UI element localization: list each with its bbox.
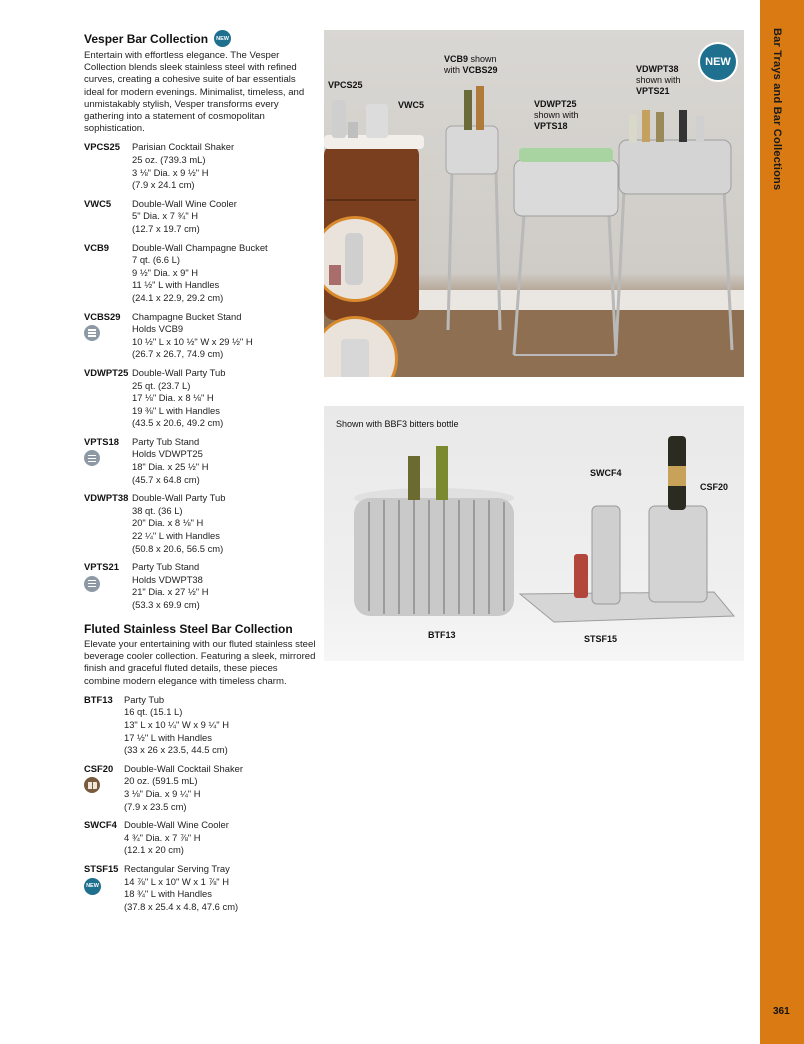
vesper-section bbox=[84, 30, 316, 618]
product-code: CSF20 bbox=[84, 762, 114, 774]
product-code: VPCS25 bbox=[84, 141, 120, 153]
product-item-stsf15 bbox=[84, 863, 316, 913]
product-name: Rectangular Serving Tray bbox=[124, 862, 230, 874]
label-vwc5: VWC5 bbox=[398, 100, 425, 110]
product-name: Double-Wall Party Tub bbox=[132, 492, 226, 504]
product-name: Party Tub Stand bbox=[132, 561, 200, 573]
product-item-vpts21 bbox=[84, 561, 316, 611]
product-spec: 13" L x 10 ¼" W x 9 ¼" H bbox=[124, 719, 229, 730]
product-code: STSF15 bbox=[84, 862, 119, 874]
product-spec: 16 qt. (15.1 L) bbox=[124, 706, 183, 718]
product-name: Double-Wall Party Tub bbox=[132, 366, 226, 378]
vesper-product-photo bbox=[324, 30, 744, 377]
product-spec: 17 ⅛" Dia. x 8 ⅛" H bbox=[132, 392, 214, 404]
product-name: Party Tub bbox=[124, 693, 165, 705]
vesper-scene bbox=[324, 30, 744, 377]
label-stsf15: STSF15 bbox=[584, 634, 618, 644]
side-tab-title: Bar Trays and Bar Collections bbox=[771, 28, 783, 191]
label-vcb9: VCB9 shown with VCBS29 bbox=[444, 54, 498, 75]
product-spec: 19 ⅜" L with Handles bbox=[132, 404, 220, 416]
label-swcf4: SWCF4 bbox=[590, 468, 622, 478]
product-spec: 11 ½" L with Handles bbox=[132, 279, 220, 291]
product-spec: 21" Dia. x 27 ½" H bbox=[132, 586, 209, 598]
product-item-swcf4 bbox=[84, 819, 316, 857]
product-spec: 4 ¾" Dia. x 7 ⅞" H bbox=[124, 831, 201, 843]
label-btf13: BTF13 bbox=[428, 630, 456, 640]
product-spec: 14 ⅞" L x 10" W x 1 ⅞" H bbox=[124, 875, 229, 887]
product-item-csf20 bbox=[84, 763, 316, 813]
product-spec: (43.5 x 20.6, 49.2 cm) bbox=[132, 417, 224, 429]
label-vdwpt38: VDWPT38 shown with VPTS21 bbox=[636, 64, 681, 96]
product-code: VCB9 bbox=[84, 241, 110, 253]
product-spec: 25 oz. (739.3 mL) bbox=[132, 154, 206, 166]
product-item-btf13 bbox=[84, 694, 316, 757]
product-spec: 20 oz. (591.5 mL) bbox=[124, 775, 198, 787]
product-spec: (12.1 x 20 cm) bbox=[124, 844, 184, 856]
product-code: VDWPT38 bbox=[84, 492, 129, 504]
product-spec: 18" Dia. x 25 ½" H bbox=[132, 461, 209, 473]
vesper-title: Vesper Bar Collection bbox=[84, 31, 209, 46]
list-icon bbox=[84, 576, 100, 592]
product-spec: (37.8 x 25.4 x 4.8, 47.6 cm) bbox=[124, 900, 239, 912]
new-badge: NEW bbox=[84, 878, 101, 895]
vesper-intro: Entertain with effortless elegance. The Vesper Collection blends sleek stainless steel with refined curves, creating a cohesive suite of bar essentials ideal for modern evenings. Minimalist, timeless, and unmistakably stylish, Vesper transforms every gathering into a statement of cosmopolitan sophistication. bbox=[84, 50, 305, 135]
product-spec: 5" Dia. x 7 ¾" H bbox=[132, 210, 199, 222]
product-name: Champagne Bucket Stand bbox=[132, 310, 242, 322]
product-name: Parisian Cocktail Shaker bbox=[132, 141, 235, 153]
product-name: Double-Wall Wine Cooler bbox=[132, 197, 237, 209]
product-item-vwc5 bbox=[84, 198, 316, 236]
product-code: VWC5 bbox=[84, 197, 112, 209]
fluted-product-photo bbox=[324, 406, 744, 661]
product-code: VPTS21 bbox=[84, 561, 119, 573]
product-spec: (7.9 x 23.5 cm) bbox=[124, 800, 187, 812]
product-spec: 3 ⅛" Dia. x 9 ½" H bbox=[132, 166, 209, 178]
product-item-vcbs29 bbox=[84, 311, 316, 361]
vesper-heading bbox=[84, 30, 316, 47]
product-spec: (26.7 x 26.7, 74.9 cm) bbox=[132, 348, 224, 360]
product-name: Double-Wall Wine Cooler bbox=[124, 819, 229, 831]
label-csf20: CSF20 bbox=[700, 482, 729, 492]
product-spec: (7.9 x 24.1 cm) bbox=[132, 179, 195, 191]
label-vdwpt25: VDWPT25 shown with VPTS18 bbox=[534, 99, 579, 131]
list-icon bbox=[84, 450, 100, 466]
label-vpcs25: VPCS25 bbox=[328, 80, 363, 90]
product-spec: 10 ½" L x 10 ½" W x 29 ½" H bbox=[132, 335, 253, 347]
product-item-vdwpt25 bbox=[84, 367, 316, 430]
product-code: VPTS18 bbox=[84, 435, 119, 447]
product-code: VDWPT25 bbox=[84, 366, 129, 378]
product-name: Party Tub Stand bbox=[132, 435, 200, 447]
fluted-heading bbox=[84, 622, 316, 636]
page-number: 361 bbox=[773, 1006, 790, 1017]
product-code: BTF13 bbox=[84, 693, 113, 705]
product-code: SWCF4 bbox=[84, 819, 117, 831]
fluted-intro: Elevate your entertaining with our fluted stainless steel beverage cooler collection. Featuring a sleek, mirrored finish and graceful fluted details, these pieces combine modern elegance with timeless charm. bbox=[84, 639, 316, 687]
product-spec: Holds VDWPT38 bbox=[132, 573, 203, 585]
fluted-section bbox=[84, 622, 316, 919]
product-item-vcb9 bbox=[84, 242, 316, 305]
product-spec: Holds VCB9 bbox=[132, 323, 184, 335]
product-spec: 3 ⅛" Dia. x 9 ¼" H bbox=[124, 787, 201, 799]
list-icon bbox=[84, 325, 100, 341]
product-spec: (12.7 x 19.7 cm) bbox=[132, 222, 200, 234]
book-icon bbox=[84, 777, 100, 793]
product-spec: (24.1 x 22.9, 29.2 cm) bbox=[132, 291, 224, 303]
side-tab bbox=[760, 0, 804, 1044]
product-spec: (33 x 26 x 23.5, 44.5 cm) bbox=[124, 744, 228, 756]
product-spec: 9 ½" Dia. x 9" H bbox=[132, 266, 199, 278]
product-item-vpts18 bbox=[84, 436, 316, 486]
product-item-vpcs25 bbox=[84, 141, 316, 191]
product-name: Double-Wall Cocktail Shaker bbox=[124, 762, 243, 774]
product-spec: 17 ½" L with Handles bbox=[124, 731, 212, 743]
product-spec: 38 qt. (36 L) bbox=[132, 504, 183, 516]
product-spec: (53.3 x 69.9 cm) bbox=[132, 599, 200, 611]
product-spec: Holds VDWPT25 bbox=[132, 448, 203, 460]
new-badge: NEW bbox=[698, 42, 738, 82]
fluted-scene bbox=[324, 406, 744, 661]
product-spec: 22 ¼" L with Handles bbox=[132, 530, 220, 542]
product-spec: 20" Dia. x 8 ⅛" H bbox=[132, 517, 204, 529]
product-spec: (50.8 x 20.6, 56.5 cm) bbox=[132, 542, 224, 554]
photo-caption: Shown with BBF3 bitters bottle bbox=[336, 419, 459, 429]
product-spec: 25 qt. (23.7 L) bbox=[132, 379, 191, 391]
product-item-vdwpt38 bbox=[84, 492, 316, 555]
product-spec: 18 ¾" L with Handles bbox=[124, 888, 212, 900]
product-spec: 7 qt. (6.6 L) bbox=[132, 254, 180, 266]
product-spec: (45.7 x 64.8 cm) bbox=[132, 473, 200, 485]
product-name: Double-Wall Champagne Bucket bbox=[132, 241, 268, 253]
product-code: VCBS29 bbox=[84, 310, 121, 322]
new-badge: NEW bbox=[214, 30, 231, 47]
fluted-title: Fluted Stainless Steel Bar Collection bbox=[84, 622, 293, 636]
